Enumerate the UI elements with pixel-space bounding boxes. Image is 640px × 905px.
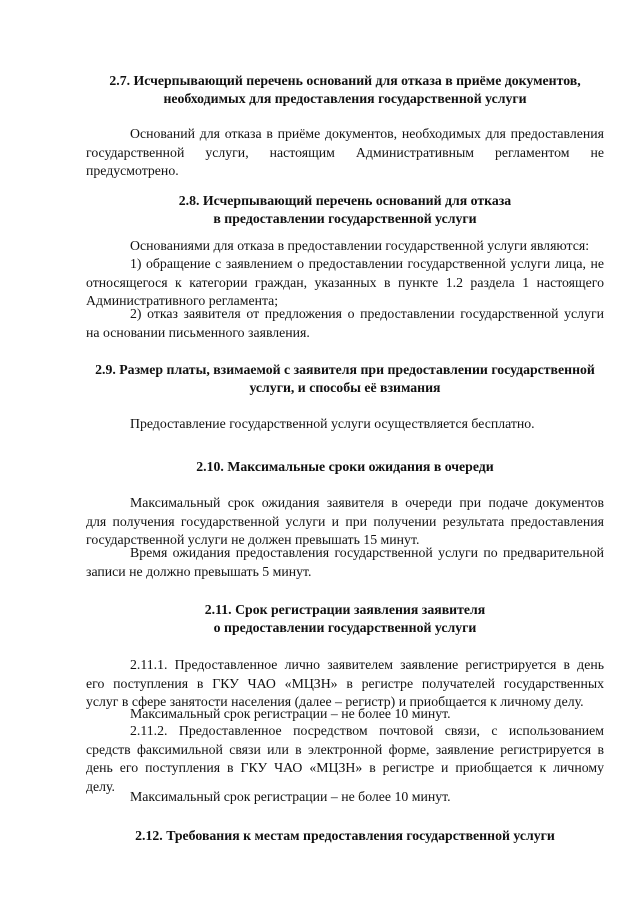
text-line: 1) обращение с заявлением о предоставлении государственной услуги лица, не: [130, 256, 604, 271]
text-line: записи не должно превышать 5 минут.: [86, 563, 312, 579]
section-2-11-paragraph-3: [86, 722, 604, 796]
text-line: государственной услуги, настоящим Административным регламентом не: [86, 144, 604, 160]
heading-line: о предоставлении государственной услуги: [213, 620, 477, 635]
section-2-10-paragraph-1: [86, 494, 604, 550]
text-line: его поступления в ГКУ ЧАО «МЦЗН» в регистре получателей государственных: [86, 675, 604, 691]
section-2-7-paragraph-1: [86, 125, 604, 181]
text-line: Предоставление государственной услуги осуществляется бесплатно.: [130, 416, 535, 431]
section-2-11-paragraph-1: [86, 656, 604, 712]
section-2-9-heading: [86, 361, 604, 397]
text-line: 2.11.2. Предоставленное посредством почтовой связи, с использованием: [130, 723, 604, 738]
text-line: для получения государственной услуги и при получении результата предоставления: [86, 513, 604, 529]
section-2-10-paragraph-2: [86, 544, 604, 581]
text-line: средств факсимильной связи или в электронной форме, заявление регистрируется в: [86, 741, 604, 757]
text-line: Оснований для отказа в приёме документов, необходимых для предоставления: [130, 126, 604, 141]
heading-line: в предоставлении государственной услуги: [213, 211, 477, 226]
text-line: Максимальный срок регистрации – не более 10 минут.: [130, 706, 451, 721]
section-2-10-heading: [86, 458, 604, 476]
text-line: Основаниями для отказа в предоставлении государственной услуги являются:: [130, 238, 590, 253]
section-2-11-heading: [86, 601, 604, 637]
section-2-9-paragraph-1: [86, 415, 604, 434]
text-line: 2.11.1. Предоставленное лично заявителем заявление регистрируется в день: [130, 657, 604, 672]
heading-line: 2.9. Размер платы, взимаемой с заявителя при предоставлении государственной: [95, 362, 595, 377]
text-line: государственной услуги не должен превышать 15 минут.: [86, 532, 420, 548]
text-line: предусмотрено.: [86, 163, 179, 179]
section-2-8-heading: [86, 192, 604, 228]
text-line: день его поступления в ГКУ ЧАО «МЦЗН» в регистре и приобщается к личному: [86, 760, 604, 776]
heading-line: 2.11. Срок регистрации заявления заявителя: [204, 602, 486, 617]
heading-line: услуги, и способы её взимания: [249, 380, 441, 395]
text-line: Административного регламента;: [86, 293, 279, 309]
section-2-8-paragraph-1: [86, 237, 604, 256]
text-line: 2) отказ заявителя от предложения о предоставлении государственной услуги: [130, 306, 604, 321]
heading-line: 2.10. Максимальные сроки ожидания в очереди: [196, 459, 494, 474]
section-2-8-paragraph-3: [86, 305, 604, 342]
text-line: Максимальный срок регистрации – не более 10 минут.: [130, 789, 451, 804]
text-line: делу.: [86, 778, 115, 794]
text-line: относящегося к категории граждан, указанных в пункте 1.2 раздела 1 настоящего: [86, 274, 604, 290]
heading-line: 2.12. Требования к местам предоставления государственной услуги: [135, 828, 555, 843]
heading-line: 2.8. Исчерпывающий перечень оснований для отказа: [178, 193, 512, 208]
section-2-8-paragraph-2: [86, 255, 604, 311]
section-2-7-heading: [86, 72, 604, 108]
section-2-11-paragraph-2: [86, 705, 604, 724]
heading-line: необходимых для предоставления государственной услуги: [163, 91, 527, 106]
heading-line: 2.7. Исчерпывающий перечень оснований для отказа в приёме документов,: [109, 73, 581, 88]
text-line: на основании письменного заявления.: [86, 324, 310, 340]
section-2-11-paragraph-4: [86, 788, 604, 807]
text-line: Максимальный срок ожидания заявителя в очереди при подаче документов: [130, 495, 604, 510]
text-line: услуг в сфере занятости населения (далее – регистр) и приобщается к личному делу.: [86, 694, 584, 710]
section-2-12-heading: [86, 827, 604, 845]
text-line: Время ожидания предоставления государственной услуги по предварительной: [130, 545, 604, 560]
